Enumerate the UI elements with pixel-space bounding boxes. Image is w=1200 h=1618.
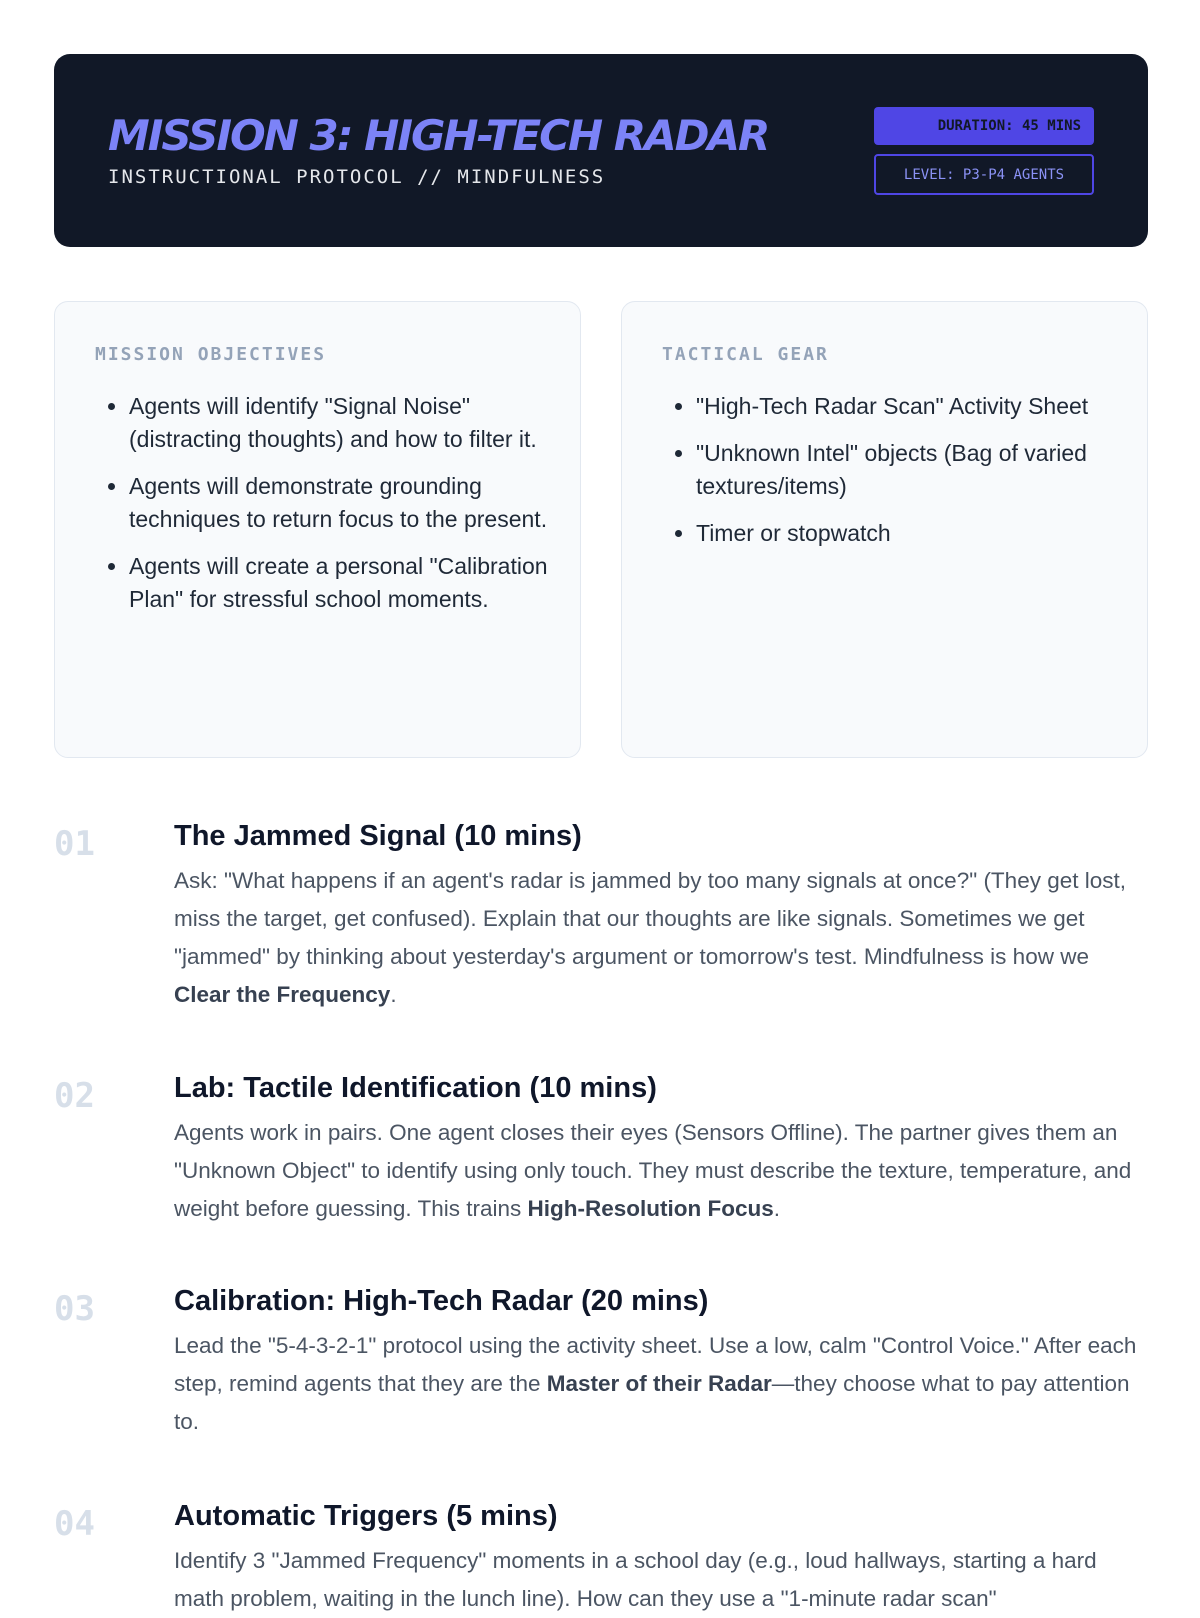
step-emphasis: Master of their Radar <box>546 1371 772 1396</box>
objectives-list <box>95 390 569 630</box>
step-text: Ask: "What happens if an agent's radar is jammed by too many signals at once?" (They get lost, miss the target, get confused). Explain that our thoughts are like signals. Sometimes we get "jammed" by thinking about yesterday's argument or tomorrow's test. Mindfulness is how we <box>174 868 1126 969</box>
step-item <box>54 818 1148 1070</box>
objectives-title: MISSION OBJECTIVES <box>95 344 327 365</box>
lesson-steps <box>54 818 1148 1618</box>
step-number: 02 <box>54 1076 95 1116</box>
step-body <box>174 1498 1148 1618</box>
step-body <box>174 818 1148 1014</box>
step-text-end: . <box>390 982 397 1007</box>
level-badge: LEVEL: P3-P4 AGENTS <box>874 154 1094 195</box>
step-title: Automatic Triggers (5 mins) <box>174 1500 558 1532</box>
step-body <box>174 1070 1148 1228</box>
objectives-card <box>54 301 581 758</box>
gear-item: • "Unknown Intel" objects (Bag of varied textures/items) <box>696 437 1136 503</box>
info-cards <box>54 301 1148 758</box>
step-item <box>54 1283 1148 1498</box>
step-description <box>174 862 1148 1014</box>
lesson-page <box>54 54 1148 1611</box>
step-text: Lead the "5-4-3-2-1" protocol using the activity sheet. Use a low, calm "Control Voice." After each step, remind agents that they are the <box>174 1333 1137 1396</box>
step-emphasis: Clear the Frequency <box>174 982 391 1007</box>
step-title: Calibration: High-Tech Radar (20 mins) <box>174 1285 709 1317</box>
gear-item: • Timer or stopwatch <box>696 517 1136 550</box>
step-text: Agents work in pairs. One agent closes their eyes (Sensors Offline). The partner gives them an "Unknown Object" to identify using only touch. They must describe the texture, temperature, and weight before guessing. This trains <box>174 1120 1132 1221</box>
gear-list <box>662 390 1136 564</box>
step-text-end: —they choose what to pay attention to. <box>174 1371 1130 1434</box>
step-body <box>174 1283 1148 1441</box>
step-item <box>54 1070 1148 1283</box>
step-number: 04 <box>54 1504 95 1544</box>
step-text-end: . <box>773 1196 781 1221</box>
step-text: Identify 3 "Jammed Frequency" moments in a school day (e.g., loud hallways, starting a hard math problem, waiting in the lunch line). How can they use a "1-minute radar scan" <box>174 1548 1097 1611</box>
duration-badge: DURATION: 45 MINS <box>874 107 1094 145</box>
objective-item: • Agents will demonstrate grounding techniques to return focus to the present. <box>129 470 569 536</box>
gear-item: • "High-Tech Radar Scan" Activity Sheet <box>696 390 1136 423</box>
step-number: 01 <box>54 824 95 864</box>
gear-card <box>621 301 1148 758</box>
gear-title: TACTICAL GEAR <box>662 344 829 365</box>
step-emphasis: High-Resolution Focus <box>527 1196 774 1221</box>
step-title: The Jammed Signal (10 mins) <box>174 820 582 852</box>
step-description <box>174 1542 1148 1618</box>
step-number: 03 <box>54 1289 95 1329</box>
step-description <box>174 1114 1148 1228</box>
mission-header <box>54 54 1148 247</box>
mission-subtitle: INSTRUCTIONAL PROTOCOL // MINDFULNESS <box>108 166 606 188</box>
step-item <box>54 1498 1148 1618</box>
step-description <box>174 1327 1148 1441</box>
mission-title: MISSION 3: HIGH-TECH RADAR <box>108 111 769 160</box>
step-title: Lab: Tactile Identification (10 mins) <box>174 1072 657 1104</box>
objective-item: • Agents will identify "Signal Noise" (distracting thoughts) and how to filter it. <box>129 390 569 456</box>
objective-item: • Agents will create a personal "Calibration Plan" for stressful school moments. <box>129 550 569 616</box>
